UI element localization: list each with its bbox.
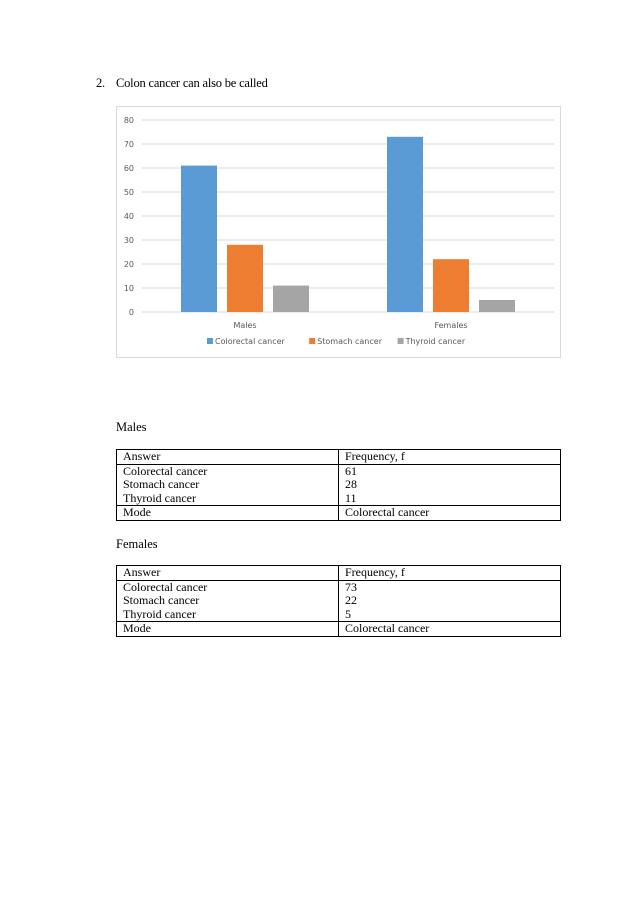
y-tick-label: 20: [123, 260, 134, 269]
legend-label: Stomach cancer: [317, 337, 382, 346]
table-header-row: [117, 566, 561, 581]
legend-label: Colorectal cancer: [215, 337, 285, 346]
mode-label: Mode: [117, 622, 339, 637]
bar: [479, 300, 515, 312]
legend-label: Thyroid cancer: [405, 337, 466, 346]
frequency-cell: 73: [345, 579, 357, 594]
table-row: [117, 464, 561, 478]
frequency-cell: 28: [345, 477, 357, 491]
females-table: [116, 565, 561, 637]
frequency-cell: 22: [345, 593, 357, 607]
header-frequency: Frequency, f: [339, 450, 561, 465]
answer-cell: Stomach cancer: [117, 478, 339, 492]
answer-cell: Stomach cancer: [117, 594, 339, 608]
bar: [387, 137, 423, 312]
legend-swatch: [398, 338, 404, 344]
x-tick-label: Males: [233, 321, 257, 330]
frequency-cell: 5: [345, 606, 351, 621]
y-tick-label: 60: [123, 164, 134, 173]
table-row: [117, 608, 561, 622]
legend-swatch: [207, 338, 213, 344]
chart-y-axis: [124, 116, 134, 317]
table-header-row: [117, 450, 561, 465]
header-answer: Answer: [117, 450, 339, 465]
answer-cell: Colorectal cancer: [117, 580, 339, 594]
question-line: [96, 76, 268, 91]
header-answer: Answer: [117, 566, 339, 581]
table-row: [117, 492, 561, 506]
answer-cell: Thyroid cancer: [117, 492, 339, 506]
answer-cell: Colorectal cancer: [117, 464, 339, 478]
x-tick-label: Females: [434, 321, 468, 330]
y-tick-label: 50: [123, 188, 134, 197]
mode-row: [117, 622, 561, 637]
females-label: Females: [116, 537, 158, 551]
header-frequency: Frequency, f: [339, 566, 561, 581]
chart-x-axis: [233, 321, 467, 330]
y-tick-label: 40: [123, 212, 134, 221]
mode-label: Mode: [117, 506, 339, 521]
table-row: [117, 594, 561, 608]
y-tick-label: 0: [128, 308, 134, 317]
frequency-cell: 61: [345, 463, 357, 478]
question-number: 2.: [96, 76, 105, 90]
y-tick-label: 70: [123, 140, 134, 149]
y-tick-label: 80: [123, 116, 134, 125]
bar: [227, 245, 263, 312]
bar-chart: [116, 106, 561, 358]
mode-value: Colorectal cancer: [339, 622, 561, 637]
table-row: [117, 580, 561, 594]
answer-cell: Thyroid cancer: [117, 608, 339, 622]
bar: [433, 259, 469, 312]
mode-row: [117, 506, 561, 521]
bar: [273, 286, 309, 312]
chart-canvas: [117, 107, 562, 359]
chart-bars: [181, 137, 515, 312]
males-label: Males: [116, 420, 147, 434]
y-tick-label: 10: [123, 284, 134, 293]
legend-swatch: [309, 338, 315, 344]
chart-legend: [207, 337, 466, 346]
table-row: [117, 478, 561, 492]
frequency-cell: 11: [345, 490, 357, 505]
question-text: Colon cancer can also be called: [116, 76, 268, 90]
bar: [181, 166, 217, 312]
mode-value: Colorectal cancer: [339, 506, 561, 521]
males-table: [116, 449, 561, 521]
y-tick-label: 30: [123, 236, 134, 245]
